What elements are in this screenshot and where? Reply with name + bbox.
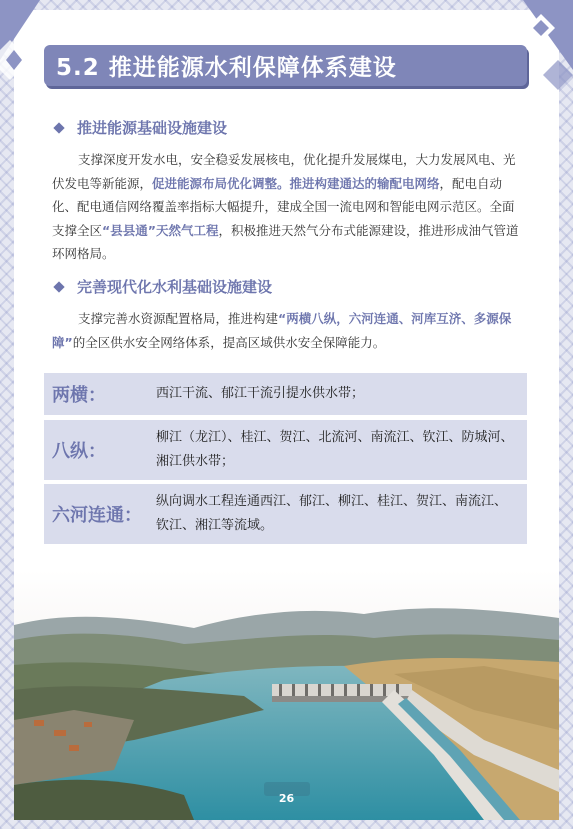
- section-title-bar: [44, 45, 527, 86]
- section-title: 5.2 推进能源水利保障体系建设: [56, 55, 397, 81]
- plan-row-two-horizontal: [44, 373, 527, 415]
- plan-row-eight-vertical: [44, 420, 527, 480]
- plan-row-six-rivers: [44, 484, 527, 544]
- page-number: 26: [278, 792, 295, 805]
- paragraph-water-part2: 的全区供水安全网络体系，提高区域供水安全保障能力。: [72, 334, 386, 350]
- paragraph-energy-part2: ，配电自动化、配电通信网络覆盖率指标大幅提升，建成全国一流电网和智能电网示范区。全面支撑全区: [52, 175, 515, 238]
- aerial-dam-icon: [14, 570, 559, 820]
- paragraph-energy: [52, 148, 522, 266]
- diamond-bullet-icon: [53, 281, 64, 292]
- subheading-energy: [52, 117, 227, 138]
- subheading-water: [52, 276, 272, 297]
- plan-row-label: 八纵：: [52, 441, 106, 462]
- highlight-water-network: “两横八纵，六河连通、河库互济、多源保障”: [52, 311, 512, 350]
- aerial-dam-photo: [14, 570, 559, 820]
- diamond-bullet-icon: [53, 122, 64, 133]
- highlight-gas-project: “县县通”天然气工程: [102, 222, 219, 238]
- paragraph-energy-part1: 支撑深度开发水电，安全稳妥发展核电，优化提升发展煤电，大力发展风电、光伏发电等新能源，: [52, 152, 516, 191]
- plan-row-desc: 西江干流、郁江干流引提水供水带；: [156, 386, 365, 401]
- paragraph-water-part1: 支撑完善水资源配置格局，推进构建: [78, 311, 279, 326]
- plan-row-label: 六河连通：: [52, 505, 142, 526]
- paragraph-water: [52, 307, 522, 354]
- subheading-water-text: 完善现代化水利基础设施建设: [77, 278, 273, 296]
- plan-row-desc: 柳江（龙江）、桂江、贺江、北流河、南流江、钦江、防城河、湘江供水带；: [156, 430, 514, 469]
- subheading-energy-text: 推进能源基础设施建设: [77, 119, 228, 137]
- paragraph-energy-part3: ，积极推进天然气分布式能源建设，推进形成油气管道环网格局。: [52, 222, 519, 261]
- highlight-energy-layout: 促进能源布局优化调整。推进构建通达的输配电网络: [152, 175, 440, 191]
- plan-row-label: 两横：: [52, 385, 106, 406]
- plan-row-desc: 纵向调水工程连通西江、郁江、柳江、桂江、贺江、南流江、钦江、湘江等流域。: [156, 494, 508, 533]
